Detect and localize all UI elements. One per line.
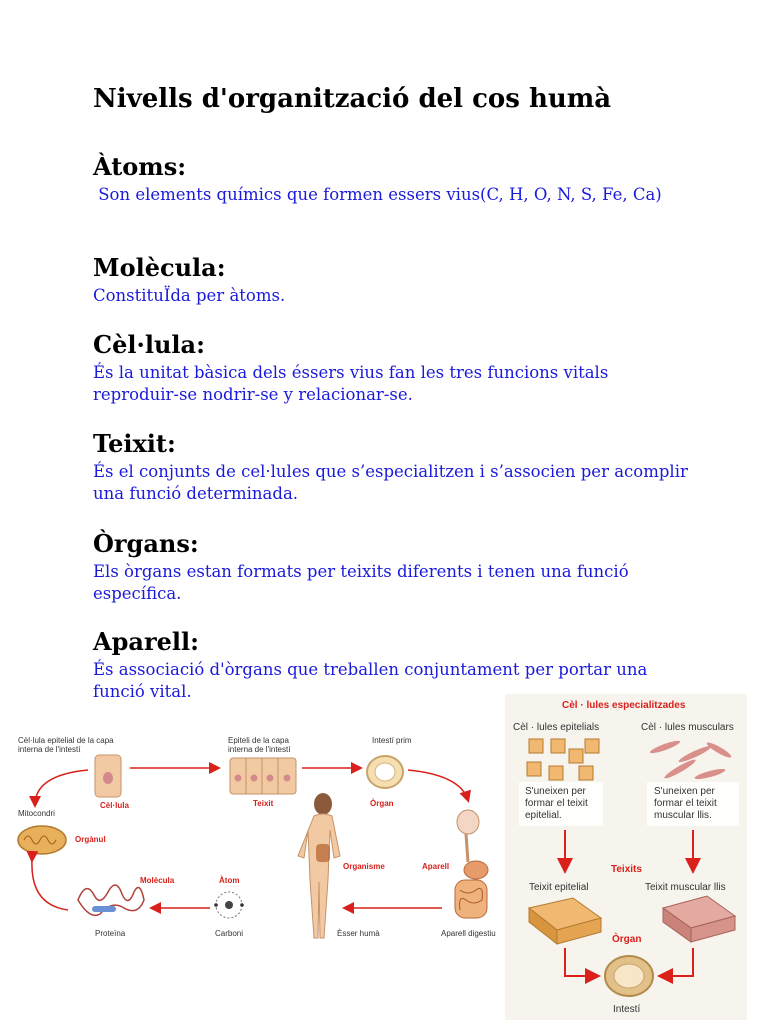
tissue-icon — [230, 758, 296, 794]
intestine-organ-label: Intestí — [613, 1004, 641, 1015]
mitochondrion-label: Mitocondri — [18, 809, 55, 818]
atom-level-label: Àtom — [219, 876, 240, 885]
digestive-system-label: Aparell digestiu — [441, 929, 496, 938]
section-organs — [93, 529, 693, 605]
intestine-organ-icon — [367, 756, 403, 788]
human-label: Èsser humà — [337, 929, 380, 938]
section-text: És el conjunts de cel·lules que s’especialitzen i s’associen per acomplir una funció determinada. — [93, 462, 688, 503]
cell-level-label: Cèl·lula — [100, 801, 129, 810]
cell-label-line2: interna de l'intestí — [18, 745, 81, 754]
muscle-note-line1: S'uneixen per — [654, 786, 715, 797]
section-heading: Àtoms: — [93, 152, 187, 181]
section-text: Els òrgans estan formats per teixits diferents i tenen una funció específica. — [93, 562, 629, 603]
organ-title: Òrgan — [612, 934, 642, 945]
organism-level-label: Organisme — [343, 862, 385, 871]
epithelial-cells-label: Cèl · lules epitelials — [513, 722, 600, 733]
section-text: Son elements químics que formen essers vius(C, H, O, N, S, Fe, Ca) — [93, 185, 662, 204]
section-cell — [93, 330, 693, 406]
section-tissue — [93, 429, 693, 505]
epithelium-label-line2: interna de l'intestí — [228, 745, 291, 754]
section-heading: Òrgans: — [93, 529, 199, 558]
section-text: És la unitat bàsica dels éssers vius fan les tres funcions vitals reproduir-se nodrir-se y relacionar-se. — [93, 363, 609, 404]
section-system — [93, 627, 693, 703]
mitochondrion-icon — [18, 826, 66, 854]
section-text: ConstituÏda per àtoms. — [93, 286, 286, 305]
epithelial-note-line1: S'uneixen per — [525, 786, 586, 797]
muscle-note-line3: muscular llis. — [654, 810, 712, 821]
protein-molecule-icon — [78, 885, 144, 915]
muscle-cells-label: Cèl · lules musculars — [641, 722, 734, 733]
page-title: Nivells d'organització del cos humà — [93, 84, 612, 114]
organ-level-label: Òrgan — [370, 799, 394, 808]
section-molecule — [93, 253, 693, 307]
organelle-level-label: Orgànul — [75, 835, 106, 844]
molecule-level-label: Molècula — [140, 876, 175, 885]
specialized-cells-title: Cèl · lules especialitzades — [562, 700, 686, 711]
protein-label: Proteïna — [95, 929, 126, 938]
system-level-label: Aparell — [422, 862, 450, 871]
digestive-system-icon — [455, 810, 488, 918]
tissues-title: Teixits — [611, 864, 642, 875]
section-heading: Molècula: — [93, 253, 226, 282]
tissue-level-label: Teixit — [253, 799, 274, 808]
muscle-note-line2: formar el teixit — [654, 798, 717, 809]
cell-icon — [95, 755, 121, 797]
intestine-organ-icon — [605, 956, 653, 996]
carbon-atom-icon — [214, 892, 244, 918]
specialized-cells-diagram — [505, 694, 747, 1020]
carbon-label: Carboni — [215, 929, 244, 938]
section-heading: Cèl·lula: — [93, 330, 205, 359]
organization-levels-diagram — [0, 720, 510, 950]
small-intestine-label: Intestí prim — [372, 736, 412, 745]
epithelium-label-line1: Epiteli de la capa — [228, 736, 289, 745]
cell-label-line1: Cèl·lula epitelial de la capa — [18, 736, 114, 745]
muscle-tissue-label: Teixit muscular llis — [645, 882, 726, 893]
section-heading: Aparell: — [93, 627, 199, 656]
epithelial-note-line2: formar el teixit — [525, 798, 588, 809]
epithelial-note-line3: epitelial. — [525, 810, 562, 821]
epithelial-tissue-label: Teixit epitelial — [529, 882, 589, 893]
human-body-icon — [298, 793, 340, 938]
section-heading: Teixit: — [93, 429, 176, 458]
section-text: És associació d'òrgans que treballen conjuntament per portar una funció vital. — [93, 660, 648, 701]
section-atoms — [93, 152, 693, 206]
